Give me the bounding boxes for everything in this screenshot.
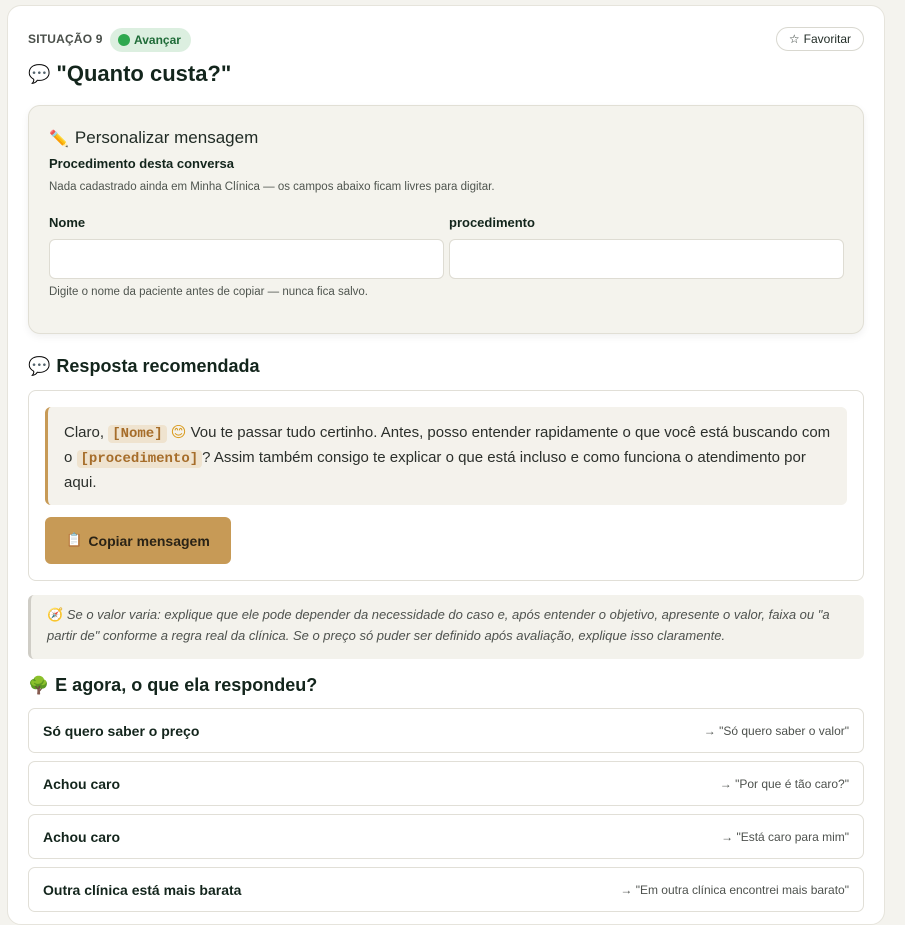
smile-icon: 😊 [170, 423, 187, 441]
next-section-title [28, 675, 317, 696]
pencil-icon: ✏️ [49, 128, 69, 148]
tree-icon: 🌳 [28, 675, 50, 696]
response-section-title [28, 356, 260, 377]
next-title-text: E agora, o que ela respondeu? [55, 675, 318, 695]
personalize-hint: Nada cadastrado ainda em Minha Clínica — os campos abaixo ficam livres para digitar. [49, 181, 495, 193]
option-label: Achou caro [43, 829, 121, 845]
personalize-title-text: Personalizar mensagem [74, 128, 259, 147]
message-part-2: Vou te passar tudo certinho. Antes, posso entender rapidamente o que você está buscando com o [64, 424, 831, 466]
advance-badge [110, 28, 191, 52]
option-label: Achou caro [43, 776, 121, 792]
response-box [28, 390, 864, 581]
option-label: Só quero saber o preço [43, 723, 200, 739]
procedure-subtitle: Procedimento desta conversa [49, 156, 234, 171]
copy-message-button[interactable] [45, 517, 231, 564]
situation-card [7, 5, 885, 925]
name-placeholder-tag: [Nome] [108, 425, 166, 443]
green-dot-icon [118, 34, 130, 46]
answer-option[interactable] [28, 867, 864, 912]
option-target: → "Por que é tão caro?" [719, 777, 849, 791]
tip-text: Se o valor varia: explique que ele pode depender da necessidade do caso e, após entender o objetivo, apresente o valor, faixa ou "a partir de" conforme a regra real da clínica. Se o preço só puder ser definido após avaliação, explique isso claramente. [47, 607, 830, 643]
clipboard-icon: 📋 [66, 533, 83, 548]
title-text: "Quanto custa?" [56, 61, 232, 86]
page-title [28, 61, 231, 87]
pricing-tip [28, 595, 864, 659]
option-target: → "Em outra clínica encontrei mais barato" [620, 883, 849, 897]
favorite-label: Favoritar [803, 32, 851, 46]
answer-option[interactable] [28, 814, 864, 859]
procedure-placeholder-tag: [procedimento] [77, 450, 203, 468]
speech-bubble-icon: 💬 [28, 63, 51, 85]
personalize-title [49, 128, 258, 148]
message-part-1: Claro, [64, 424, 109, 441]
procedure-input[interactable] [449, 239, 844, 279]
answer-option[interactable] [28, 761, 864, 806]
badge-label: Avançar [134, 33, 181, 47]
response-title-text: Resposta recomendada [56, 356, 260, 376]
situation-label: SITUAÇÃO 9 [28, 32, 103, 46]
name-footer-hint: Digite o nome da paciente antes de copiar — nunca fica salvo. [49, 286, 368, 298]
procedure-label: procedimento [449, 215, 535, 230]
name-input[interactable] [49, 239, 444, 279]
favorite-button[interactable] [776, 27, 864, 51]
copy-label: Copiar mensagem [88, 532, 210, 549]
compass-icon: 🧭 [47, 608, 64, 623]
card-header [28, 28, 864, 52]
answer-option[interactable] [28, 708, 864, 753]
star-icon: ☆ [788, 32, 800, 46]
option-label: Outra clínica está mais barata [43, 882, 242, 898]
option-target: → "Está caro para mim" [721, 830, 849, 844]
message-part-3: ? Assim também consigo te explicar o que está incluso e como funciona o atendimento por aqui. [64, 449, 806, 491]
personalize-panel [28, 105, 864, 334]
recommended-message [45, 407, 847, 505]
speech-bubble-icon: 💬 [28, 356, 51, 377]
name-label: Nome [49, 215, 86, 230]
option-target: → "Só quero saber o valor" [703, 724, 849, 738]
